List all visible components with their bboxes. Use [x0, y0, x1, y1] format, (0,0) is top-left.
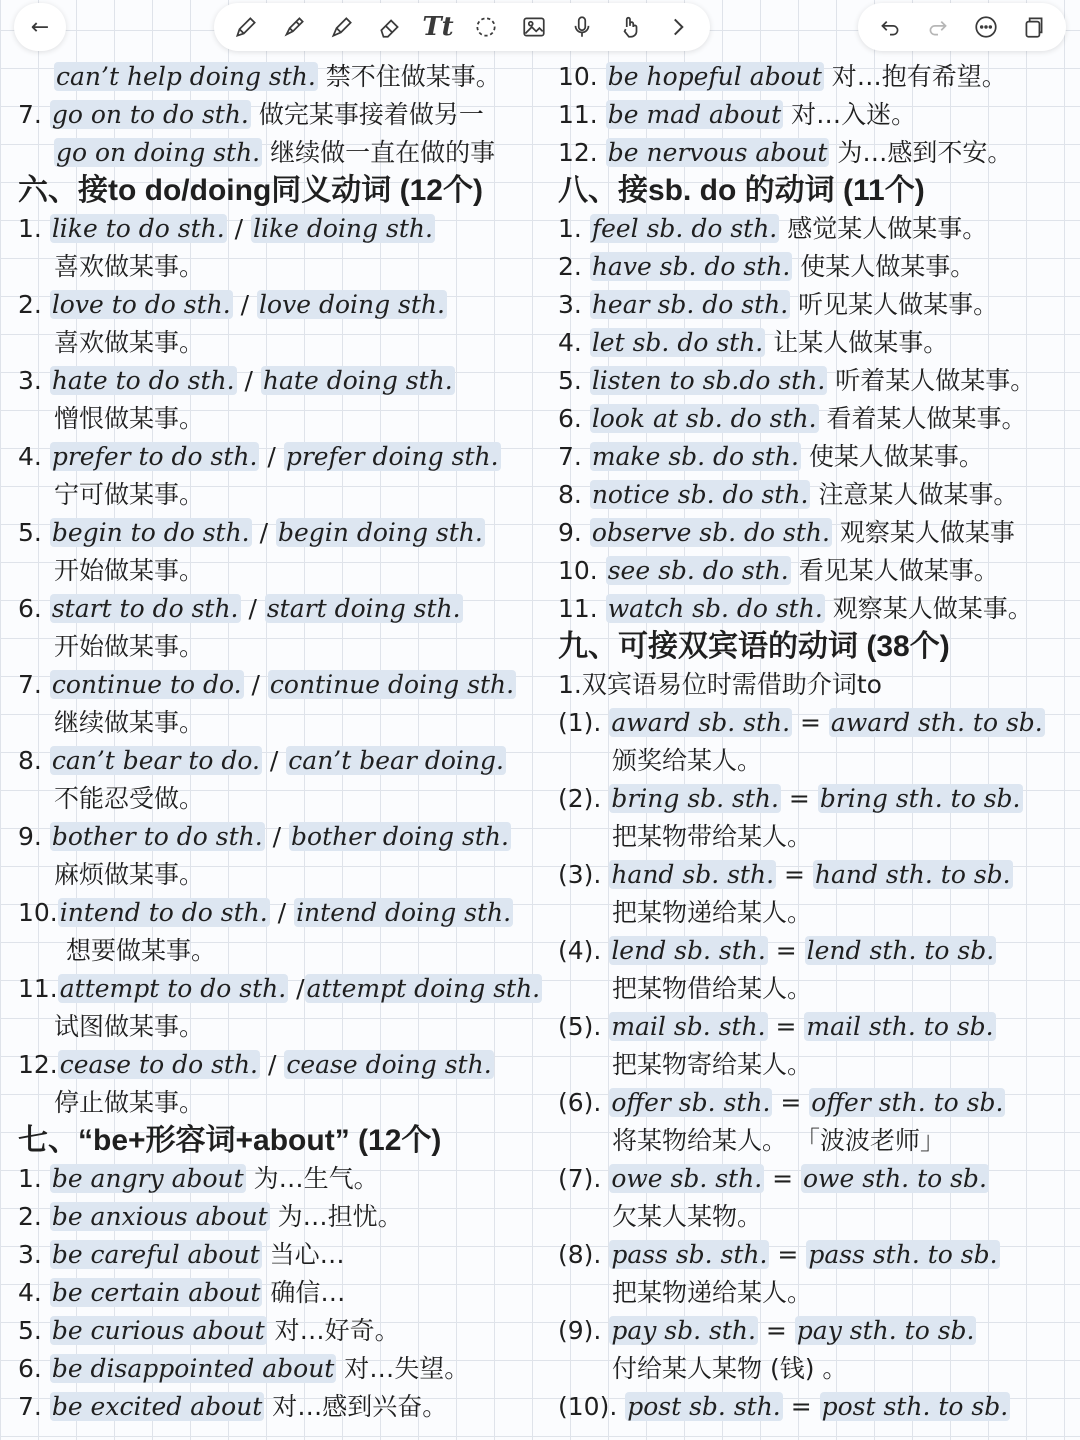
item-number: 2. — [18, 290, 50, 319]
separator: = — [769, 1240, 807, 1269]
note-line — [18, 286, 558, 324]
note-text: 使某人做某事。 — [800, 442, 984, 471]
highlighted-phrase: love doing sth. — [259, 290, 445, 319]
separator: / — [259, 442, 284, 471]
item-number: 10. — [558, 556, 606, 585]
note-line — [558, 1084, 1076, 1122]
note-text: 开始做某事。 — [54, 632, 205, 661]
highlighted-phrase: cease to do sth. — [59, 1050, 259, 1079]
highlighted-phrase: pass sb. sth. — [611, 1240, 768, 1269]
note-text: 不能忍受做。 — [54, 784, 205, 813]
item-number: (4). — [558, 936, 610, 965]
item-number: 10. — [558, 62, 606, 91]
item-number: 11. — [558, 594, 606, 623]
note-text: 听着某人做某事。 — [827, 366, 1036, 395]
separator: = — [780, 784, 818, 813]
note-line — [558, 400, 1076, 438]
note-line — [558, 438, 1076, 476]
item-number: 7. — [18, 670, 50, 699]
note-line — [18, 1236, 558, 1274]
note-line — [558, 666, 1076, 704]
highlighted-phrase: begin doing sth. — [277, 518, 483, 547]
section-heading — [18, 172, 558, 210]
highlighted-phrase: bring sth. to sb. — [819, 784, 1021, 813]
note-line — [558, 1350, 1076, 1388]
note-text: 把某物借给某人。 — [612, 974, 813, 1003]
item-number: 8. — [18, 746, 50, 775]
note-text: 七、“be+形容词+about” (12个) — [18, 1124, 442, 1157]
highlighted-phrase: be nervous about — [607, 138, 828, 167]
note-line — [18, 590, 558, 628]
note-line — [18, 666, 558, 704]
note-line — [558, 704, 1076, 742]
note-line — [558, 96, 1076, 134]
highlighted-phrase: lend sb. sth. — [611, 936, 766, 965]
note-line — [18, 1008, 558, 1046]
item-number: 5. — [18, 1316, 50, 1345]
note-text: 做完某事接着做另一 — [250, 100, 484, 129]
lasso-icon[interactable] — [468, 9, 504, 45]
separator: = — [772, 1088, 810, 1117]
note-text: 把某物寄给某人。 — [612, 1050, 813, 1079]
highlighted-phrase: be excited about — [51, 1392, 263, 1421]
back-pill — [14, 3, 66, 51]
item-number: 3. — [18, 366, 50, 395]
item-number: (5). — [558, 1012, 610, 1041]
note-line — [18, 514, 558, 552]
section-heading — [18, 1122, 558, 1160]
highlighted-phrase: post sth. to sb. — [821, 1392, 1009, 1421]
highlighted-phrase: be hopeful about — [607, 62, 822, 91]
note-text: 憎恨做某事。 — [54, 404, 205, 433]
note-line — [18, 1160, 558, 1198]
highlighted-phrase: make sb. do sth. — [591, 442, 799, 471]
highlighted-phrase: intend doing sth. — [296, 898, 512, 927]
note-line — [18, 210, 558, 248]
note-text: 九、可接双宾语的动词 (38个) — [558, 630, 950, 663]
note-text: 把某物递给某人。 — [612, 1278, 813, 1307]
note-line — [558, 1312, 1076, 1350]
note-line — [558, 1274, 1076, 1312]
separator: = — [767, 936, 805, 965]
item-number: (10). — [558, 1392, 626, 1421]
separator: / — [260, 1050, 285, 1079]
highlighted-phrase: can’t bear doing. — [288, 746, 504, 775]
note-text: 喜欢做某事。 — [54, 328, 205, 357]
note-line — [18, 1350, 558, 1388]
highlighted-phrase: owe sb. sth. — [611, 1164, 763, 1193]
more-icon[interactable] — [968, 9, 1004, 45]
note-line — [18, 1274, 558, 1312]
marker-icon[interactable] — [324, 9, 360, 45]
separator: / — [264, 822, 290, 851]
separator: / — [226, 214, 251, 243]
item-number: (1). — [558, 708, 610, 737]
note-line — [558, 1198, 1076, 1236]
highlighted-phrase: mail sth. to sb. — [806, 1012, 994, 1041]
note-text: 观察某人做某事。 — [824, 594, 1033, 623]
highlighted-phrase: can’t bear to do. — [51, 746, 260, 775]
note-line — [558, 362, 1076, 400]
note-line — [558, 780, 1076, 818]
highlighted-phrase: let sb. do sth. — [591, 328, 764, 357]
highlighted-phrase: be disappointed about — [51, 1354, 335, 1383]
highlighted-phrase: go on to do sth. — [51, 100, 249, 129]
undo-icon[interactable] — [872, 9, 908, 45]
separator: = — [764, 1164, 801, 1193]
highlighted-phrase: begin to do sth. — [51, 518, 250, 547]
pen-icon[interactable] — [228, 9, 264, 45]
highlighted-phrase: hate to do sth. — [51, 366, 235, 395]
note-text: 颁奖给某人。 — [612, 746, 763, 775]
highlighter-icon[interactable] — [276, 9, 312, 45]
highlighted-phrase: continue doing sth. — [269, 670, 515, 699]
item-number: 11. — [18, 974, 58, 1003]
highlighted-phrase: start to do sth. — [51, 594, 239, 623]
item-number: 12. — [558, 138, 606, 167]
note-line — [558, 1388, 1076, 1426]
highlighted-phrase: be careful about — [51, 1240, 260, 1269]
note-line — [18, 1388, 558, 1426]
highlighted-phrase: award sth. to sb. — [830, 708, 1043, 737]
item-number: 4. — [558, 328, 590, 357]
highlighted-phrase: continue to do. — [51, 670, 242, 699]
highlighted-phrase: listen to sb.do sth. — [591, 366, 826, 395]
note-line — [558, 1008, 1076, 1046]
microphone-icon[interactable] — [564, 9, 600, 45]
highlighted-phrase: bother to do sth. — [51, 822, 263, 851]
highlighted-phrase: pay sb. sth. — [611, 1316, 756, 1345]
note-line — [558, 514, 1076, 552]
highlighted-phrase: lend sth. to sb. — [806, 936, 995, 965]
note-line — [558, 134, 1076, 172]
note-line — [18, 932, 558, 970]
highlighted-phrase: award sb. sth. — [611, 708, 791, 737]
item-number: 3. — [558, 290, 590, 319]
note-line — [18, 438, 558, 476]
note-line — [558, 58, 1076, 96]
note-line — [558, 590, 1076, 628]
item-number: 7. — [18, 100, 50, 129]
note-line — [18, 1084, 558, 1122]
highlighted-phrase: attempt to do sth. — [59, 974, 287, 1003]
item-number: 4. — [18, 1278, 50, 1307]
highlighted-phrase: offer sth. to sb. — [811, 1088, 1004, 1117]
item-number: 8. — [558, 480, 590, 509]
left-column — [18, 58, 558, 1426]
note-text: 想要做某事。 — [66, 936, 217, 965]
note-text: 对…抱有希望。 — [823, 62, 1007, 91]
item-number: 1. — [18, 1164, 50, 1193]
note-text: 注意某人做某事。 — [810, 480, 1019, 509]
note-line — [18, 362, 558, 400]
item-number: 3. — [18, 1240, 50, 1269]
note-text: 停止做某事。 — [54, 1088, 205, 1117]
highlighted-phrase: bother doing sth. — [291, 822, 509, 851]
note-text: 1.双宾语易位时需借助介词to — [558, 670, 882, 699]
highlighted-phrase: hear sb. do sth. — [591, 290, 789, 319]
separator: / — [243, 670, 268, 699]
note-text: 感觉某人做某事。 — [779, 214, 988, 243]
note-text: 试图做某事。 — [54, 1012, 205, 1041]
note-text: 开始做某事。 — [54, 556, 205, 585]
pages-icon[interactable] — [1016, 9, 1052, 45]
right-column — [558, 58, 1076, 1426]
note-text: 麻烦做某事。 — [54, 860, 205, 889]
note-line — [18, 324, 558, 362]
note-line — [18, 780, 558, 818]
note-text: 禁不住做某事。 — [317, 62, 501, 91]
item-number: 10. — [18, 898, 58, 927]
highlighted-phrase: watch sb. do sth. — [607, 594, 823, 623]
highlighted-phrase: intend to do sth. — [59, 898, 268, 927]
note-text: 对…失望。 — [336, 1354, 470, 1383]
separator: = — [776, 860, 813, 889]
note-line — [558, 1122, 1076, 1160]
highlighted-phrase: love to do sth. — [51, 290, 231, 319]
highlighted-phrase: go on doing sth. — [56, 138, 261, 167]
note-text: 继续做一直在做的事 — [262, 138, 496, 167]
section-heading — [558, 628, 1076, 666]
highlighted-phrase: bring sb. sth. — [611, 784, 779, 813]
note-text: 确信… — [262, 1278, 346, 1307]
item-number: 6. — [558, 404, 590, 433]
note-line — [558, 1046, 1076, 1084]
note-text: 使某人做某事。 — [792, 252, 976, 281]
note-line — [18, 894, 558, 932]
note-line — [18, 742, 558, 780]
section-heading — [558, 172, 1076, 210]
note-text: 喜欢做某事。 — [54, 252, 205, 281]
highlighted-phrase: feel sb. do sth. — [591, 214, 778, 243]
highlighted-phrase: start doing sth. — [266, 594, 461, 623]
item-number: 11. — [558, 100, 606, 129]
highlighted-phrase: be certain about — [51, 1278, 261, 1307]
note-line — [18, 1046, 558, 1084]
highlighted-phrase: attempt doing sth. — [306, 974, 541, 1003]
tool-palette — [214, 3, 710, 51]
highlighted-phrase: hand sth. to sb. — [814, 860, 1011, 889]
note-line — [18, 552, 558, 590]
highlighted-phrase: owe sth. to sb. — [803, 1164, 987, 1193]
note-line — [18, 970, 558, 1008]
item-number: (3). — [558, 860, 610, 889]
back-arrow-icon[interactable]: ← — [30, 14, 50, 40]
note-line — [18, 818, 558, 856]
highlighted-phrase: observe sb. do sth. — [591, 518, 830, 547]
highlighted-phrase: prefer to do sth. — [51, 442, 258, 471]
note-text: 对…感到兴奋。 — [264, 1392, 448, 1421]
note-line — [558, 210, 1076, 248]
note-text: 对…入迷。 — [783, 100, 917, 129]
highlighted-phrase: post sb. sth. — [627, 1392, 781, 1421]
item-number: (7). — [558, 1164, 610, 1193]
note-line — [18, 476, 558, 514]
touch-icon[interactable] — [612, 9, 648, 45]
note-line — [18, 248, 558, 286]
separator: = — [757, 1316, 795, 1345]
note-text: 付给某人某物 (钱) 。 — [612, 1354, 848, 1383]
note-line — [18, 400, 558, 438]
note-text: 八、接sb. do 的动词 (11个) — [558, 174, 925, 207]
note-text: 继续做某事。 — [54, 708, 205, 737]
note-line — [558, 286, 1076, 324]
highlighted-phrase: look at sb. do sth. — [591, 404, 817, 433]
note-line — [18, 628, 558, 666]
item-number: 5. — [558, 366, 590, 395]
item-number: 1. — [558, 214, 590, 243]
highlighted-phrase: pass sth. to sb. — [808, 1240, 998, 1269]
history-pill — [858, 3, 1066, 51]
item-number: 9. — [558, 518, 590, 547]
item-number: (9). — [558, 1316, 610, 1345]
note-text: 为…担忧。 — [269, 1202, 403, 1231]
note-text: 为…生气。 — [245, 1164, 379, 1193]
note-text: 六、接to do/doing同义动词 (12个) — [18, 174, 483, 207]
separator: = — [782, 1392, 820, 1421]
item-number: 6. — [18, 594, 50, 623]
note-text: 将某物给某人。 「波波老师」 — [612, 1126, 945, 1155]
note-text: 对…好奇。 — [266, 1316, 400, 1345]
note-line — [558, 476, 1076, 514]
note-line — [558, 1160, 1076, 1198]
highlighted-phrase: cease doing sth. — [286, 1050, 492, 1079]
item-number: 1. — [18, 214, 50, 243]
note-line — [18, 96, 558, 134]
highlighted-phrase: be anxious about — [51, 1202, 268, 1231]
note-line — [18, 58, 558, 96]
separator: / — [288, 974, 305, 1003]
highlighted-phrase: be angry about — [51, 1164, 244, 1193]
highlighted-phrase: be curious about — [51, 1316, 265, 1345]
highlighted-phrase: pay sth. to sb. — [796, 1316, 975, 1345]
separator: / — [232, 290, 258, 319]
item-number: 2. — [18, 1202, 50, 1231]
note-line — [558, 1236, 1076, 1274]
redo-icon[interactable] — [920, 9, 956, 45]
note-line — [18, 704, 558, 742]
note-text: 把某物递给某人。 — [612, 898, 813, 927]
note-text: 看着某人做某事。 — [818, 404, 1027, 433]
note-line — [18, 1198, 558, 1236]
note-line — [558, 856, 1076, 894]
note-text: 看见某人做某事。 — [790, 556, 999, 585]
chevron-right-icon[interactable] — [660, 9, 696, 45]
highlighted-phrase: hand sb. sth. — [611, 860, 775, 889]
note-line — [558, 818, 1076, 856]
note-text: 听见某人做某事。 — [790, 290, 999, 319]
note-line — [18, 1312, 558, 1350]
separator: / — [269, 898, 295, 927]
note-line — [18, 134, 558, 172]
highlighted-phrase: offer sb. sth. — [611, 1088, 771, 1117]
item-number: (2). — [558, 784, 610, 813]
item-number: (8). — [558, 1240, 610, 1269]
item-number: 7. — [18, 1392, 50, 1421]
highlighted-phrase: like doing sth. — [253, 214, 433, 243]
highlighted-phrase: like to do sth. — [51, 214, 225, 243]
highlighted-phrase: see sb. do sth. — [607, 556, 789, 585]
separator: = — [767, 1012, 805, 1041]
highlighted-phrase: hate doing sth. — [262, 366, 453, 395]
highlighted-phrase: be mad about — [607, 100, 782, 129]
highlighted-phrase: have sb. do sth. — [591, 252, 791, 281]
text-tool-icon[interactable]: Tt — [422, 12, 454, 42]
note-text: 当心… — [261, 1240, 345, 1269]
note-line — [558, 932, 1076, 970]
note-text: 为…感到不安。 — [829, 138, 1013, 167]
note-text: 欠某人某物。 — [612, 1202, 763, 1231]
item-number: 6. — [18, 1354, 50, 1383]
item-number: (6). — [558, 1088, 610, 1117]
note-text: 把某物带给某人。 — [612, 822, 813, 851]
eraser-icon[interactable] — [372, 9, 408, 45]
note-line — [558, 970, 1076, 1008]
note-text: 观察某人做某事 — [831, 518, 1015, 547]
highlighted-phrase: notice sb. do sth. — [591, 480, 809, 509]
item-number: 5. — [18, 518, 50, 547]
item-number: 12. — [18, 1050, 58, 1079]
separator: / — [251, 518, 276, 547]
item-number: 9. — [18, 822, 50, 851]
item-number: 7. — [558, 442, 590, 471]
item-number: 4. — [18, 442, 50, 471]
note-line — [558, 248, 1076, 286]
separator: / — [236, 366, 261, 395]
note-line — [558, 894, 1076, 932]
note-text: 让某人做某事。 — [765, 328, 949, 357]
separator: = — [792, 708, 829, 737]
separator: / — [261, 746, 287, 775]
note-line — [558, 552, 1076, 590]
highlighted-phrase: mail sb. sth. — [611, 1012, 766, 1041]
note-line — [558, 324, 1076, 362]
image-icon[interactable] — [516, 9, 552, 45]
note-text: 宁可做某事。 — [54, 480, 205, 509]
separator: / — [240, 594, 265, 623]
highlighted-phrase: prefer doing sth. — [285, 442, 499, 471]
highlighted-phrase: can’t help doing sth. — [56, 62, 316, 91]
note-line — [18, 856, 558, 894]
notes-toolbar — [0, 0, 1080, 54]
note-line — [558, 742, 1076, 780]
item-number: 2. — [558, 252, 590, 281]
